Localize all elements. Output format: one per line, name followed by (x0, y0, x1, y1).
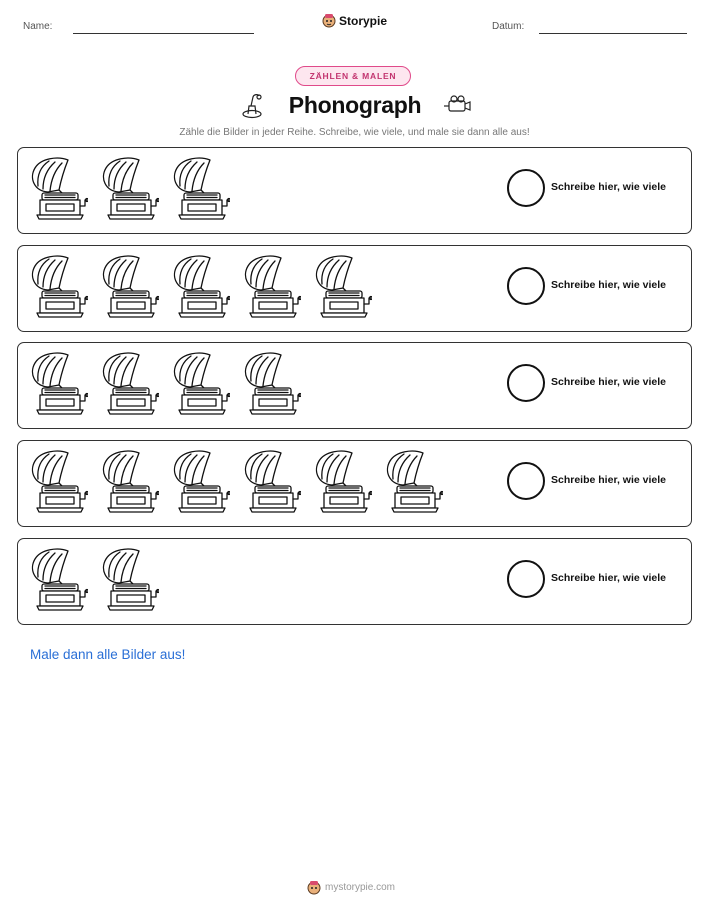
phonograph-icon (99, 547, 159, 613)
answer-prompt: Schreibe hier, wie viele (551, 474, 666, 486)
phonograph-icon (312, 449, 372, 515)
phonograph-icon (241, 449, 301, 515)
phonograph-icon (99, 351, 159, 417)
phonograph-icon (241, 351, 301, 417)
phonograph-icon (28, 351, 88, 417)
phonograph-icon (170, 254, 230, 320)
phonograph-icon (312, 254, 372, 320)
phonograph-icon (99, 254, 159, 320)
phonograph-icon (99, 156, 159, 222)
phonograph-icon (28, 254, 88, 320)
brand (322, 13, 387, 28)
picture-group (28, 351, 301, 417)
counting-row (17, 440, 692, 527)
answer-circle[interactable] (507, 169, 545, 207)
footer-brand[interactable] (307, 880, 395, 895)
phonograph-icon (170, 351, 230, 417)
phonograph-icon (28, 547, 88, 613)
date-line[interactable] (539, 33, 687, 34)
answer-circle[interactable] (507, 560, 545, 598)
stamp-icon (238, 92, 266, 120)
answer-prompt: Schreibe hier, wie viele (551, 572, 666, 584)
brand-name: Storypie (339, 13, 388, 28)
instruction-text: Zähle die Bilder in jeder Reihe. Schreibe, wie viele, und male sie dann alle aus! (179, 127, 530, 138)
storypie-logo-icon (307, 880, 321, 895)
footer-site: mystorypie.com (325, 882, 396, 893)
answer-prompt: Schreibe hier, wie viele (551, 376, 666, 388)
picture-group (28, 156, 230, 222)
phonograph-icon (99, 449, 159, 515)
phonograph-icon (383, 449, 443, 515)
answer-prompt: Schreibe hier, wie viele (551, 279, 666, 291)
date-label: Datum: (492, 21, 525, 32)
counting-row (17, 245, 692, 332)
phonograph-icon (28, 449, 88, 515)
phonograph-icon (28, 156, 88, 222)
counting-row (17, 147, 692, 234)
counting-row (17, 538, 692, 625)
answer-circle[interactable] (507, 462, 545, 500)
storypie-logo-icon (322, 13, 336, 28)
answer-circle[interactable] (507, 364, 545, 402)
phonograph-icon (170, 156, 230, 222)
phonograph-icon (170, 449, 230, 515)
phonograph-icon (241, 254, 301, 320)
coloring-note: Male dann alle Bilder aus! (30, 647, 186, 662)
category-badge: ZÄHLEN & MALEN (295, 66, 411, 86)
projector-icon (442, 95, 472, 117)
page-title: Phonograph (288, 92, 422, 118)
picture-group (28, 449, 443, 515)
counting-row (17, 342, 692, 429)
answer-circle[interactable] (507, 267, 545, 305)
picture-group (28, 547, 159, 613)
answer-prompt: Schreibe hier, wie viele (551, 181, 666, 193)
picture-group (28, 254, 372, 320)
name-line[interactable] (73, 33, 254, 34)
name-label: Name: (23, 21, 53, 32)
